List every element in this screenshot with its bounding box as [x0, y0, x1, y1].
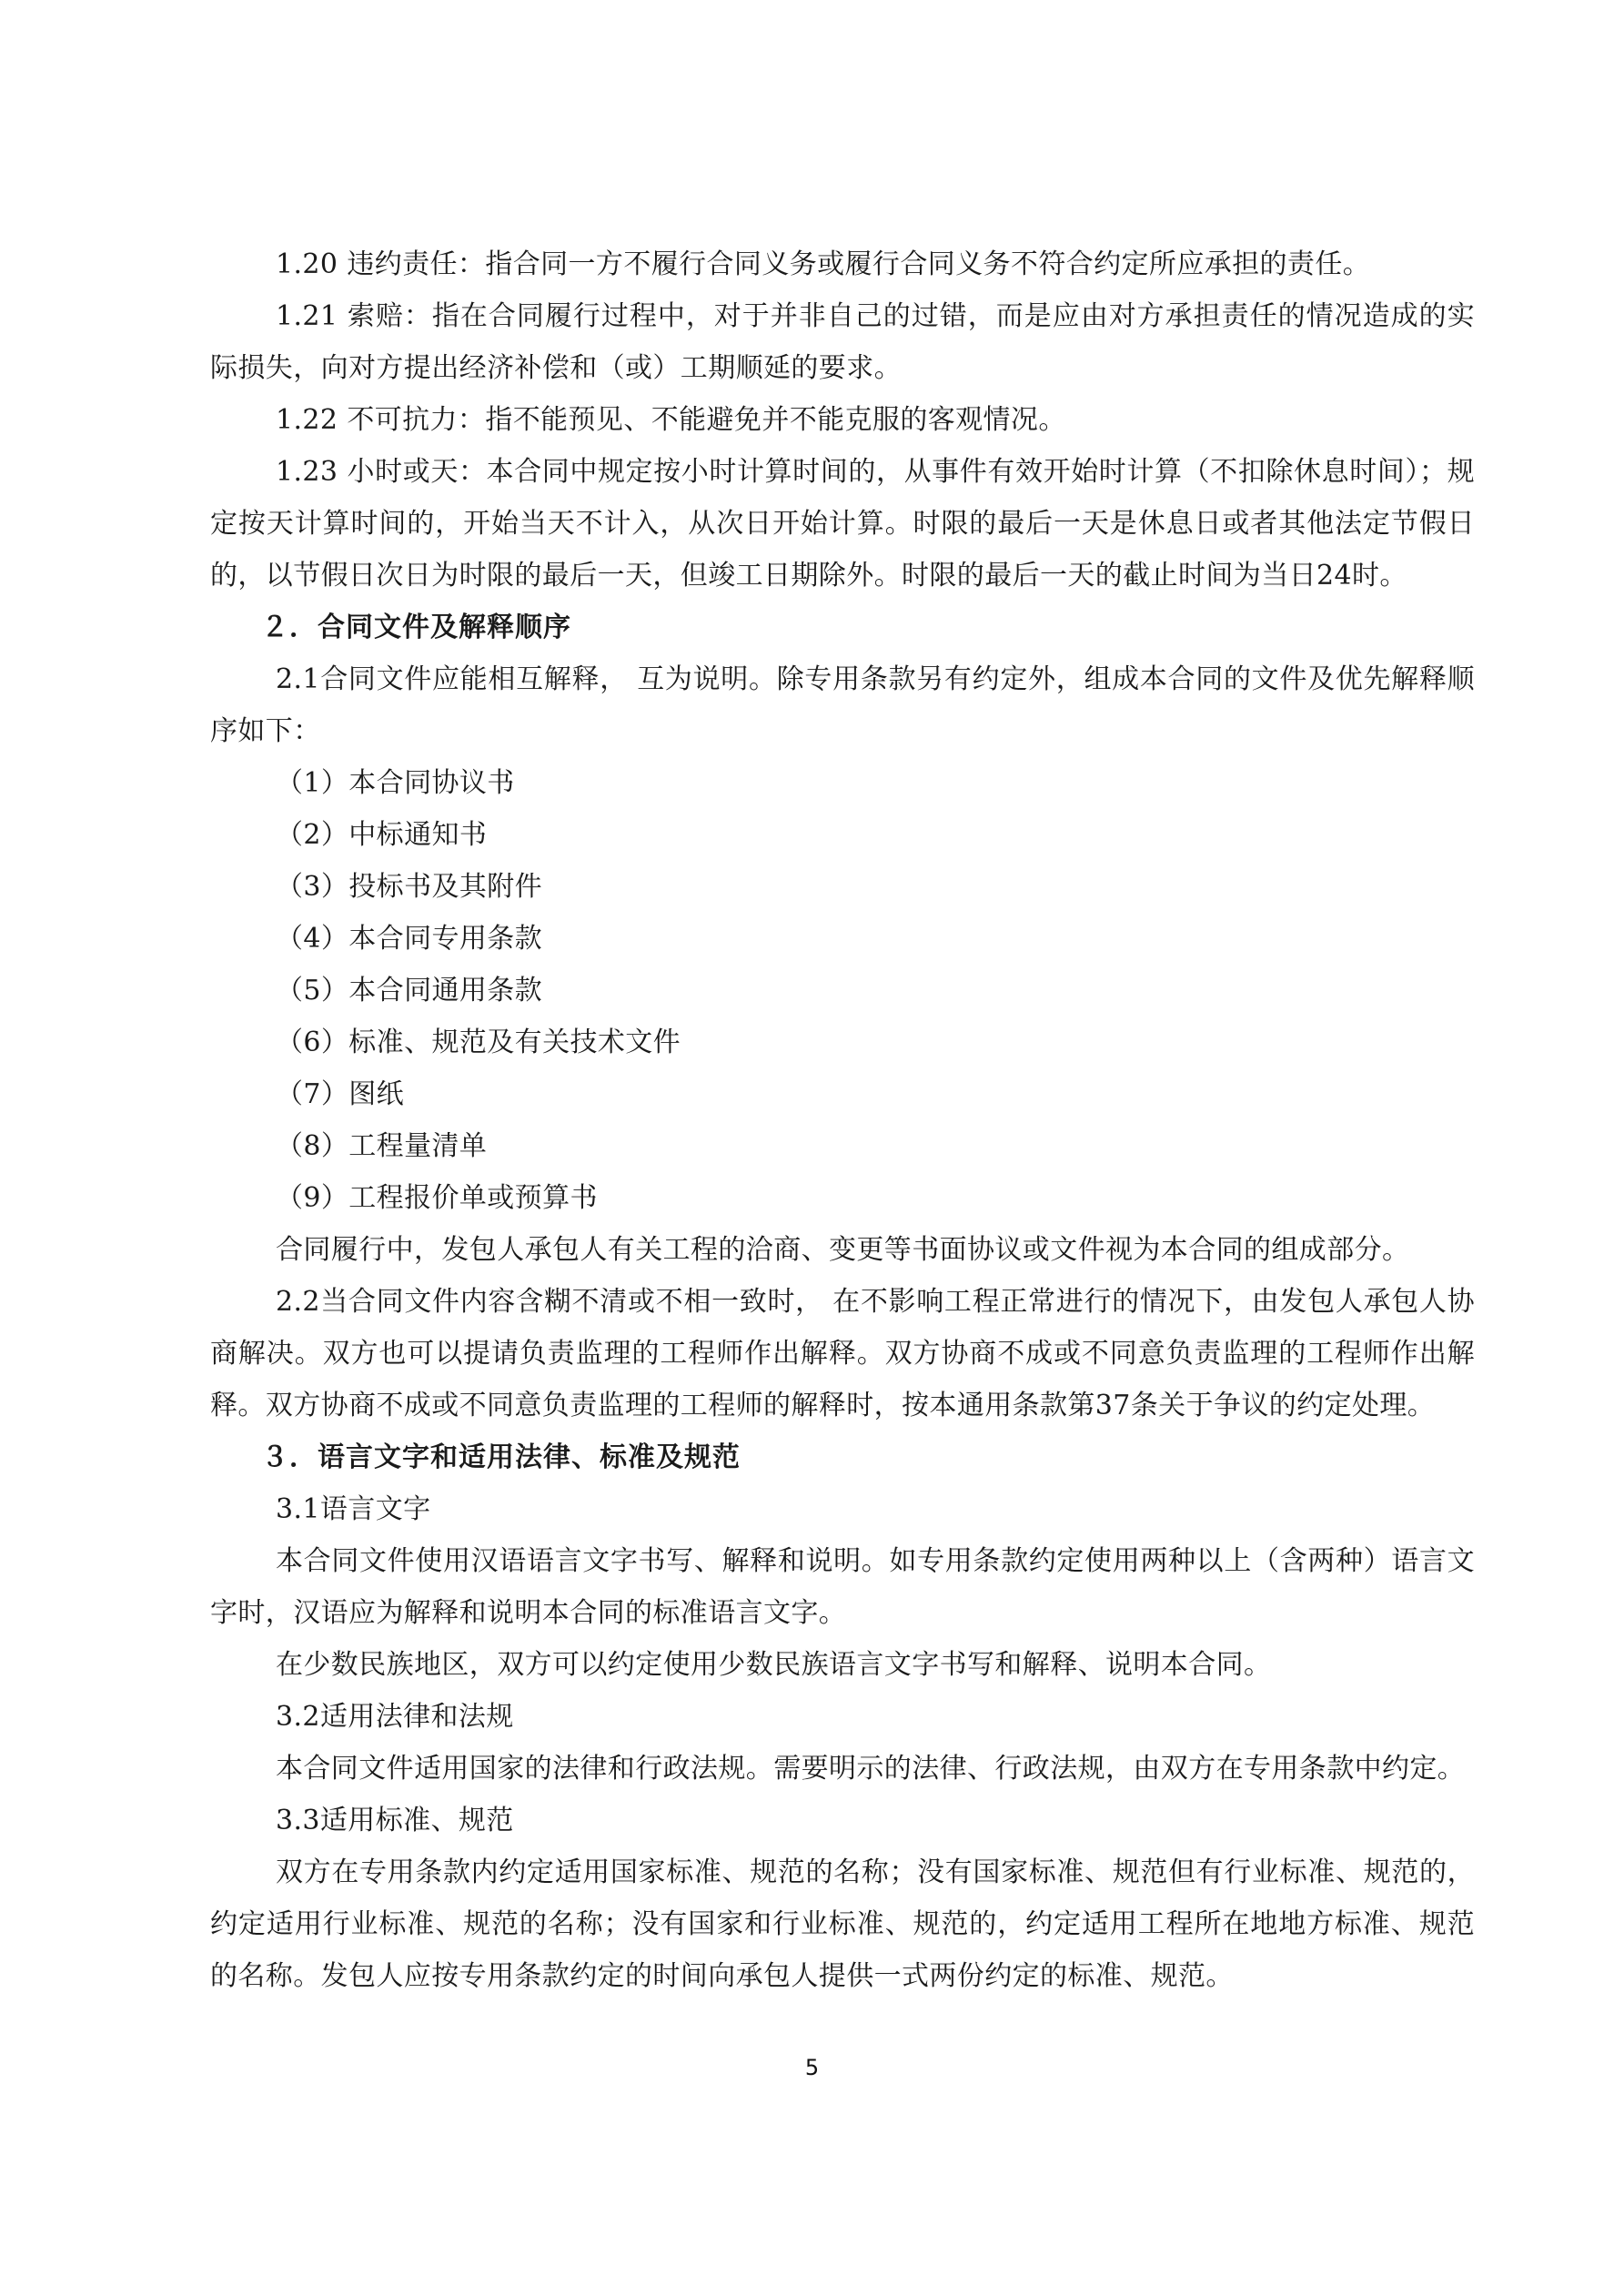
paragraph-1-22: 1.22 不可抗力：指不能预见、不能避免并不能克服的客观情况。 — [276, 404, 1066, 436]
page-number: 5 — [804, 2055, 820, 2080]
list-item: （8）工程量清单 — [276, 1130, 488, 1162]
paragraph-language: 本合同文件使用汉语语言文字书写、解释和说明。如专用条款约定使用两种以上（含两种）语言文字时，汉语应为解释和说明本合同的标准语言文字。 — [210, 1545, 1475, 1629]
section-heading-3: ３．语言文字和适用法律、标准及规范 — [261, 1441, 741, 1473]
paragraph-1-21: 1.21 索赔：指在合同履行过程中，对于并非自己的过错，而是应由对方承担责任的情况造成的实际损失，向对方提出经济补偿和（或）工期顺延的要求。 — [210, 300, 1475, 384]
subheading-3-2: 3.2适用法律和法规 — [276, 1701, 514, 1733]
list-item: （3）投标书及其附件 — [276, 871, 543, 903]
paragraph-minority-language: 在少数民族地区，双方可以约定使用少数民族语言文字书写和解释、说明本合同。 — [276, 1649, 1272, 1681]
paragraph-laws: 本合同文件适用国家的法律和行政法规。需要明示的法律、行政法规，由双方在专用条款中约定。 — [276, 1753, 1466, 1785]
paragraph-1-20: 1.20 违约责任：指合同一方不履行合同义务或履行合同义务不符合约定所应承担的责任。 — [276, 248, 1371, 280]
paragraph-contract-changes: 合同履行中，发包人承包人有关工程的洽商、变更等书面协议或文件视为本合同的组成部分。 — [276, 1234, 1410, 1266]
list-item: （7）图纸 — [276, 1078, 405, 1110]
list-item: （9）工程报价单或预算书 — [276, 1182, 598, 1214]
list-item: （4）本合同专用条款 — [276, 923, 543, 955]
list-item: （6）标准、规范及有关技术文件 — [276, 1027, 681, 1058]
document-body — [210, 238, 1475, 2002]
paragraph-standards: 双方在专用条款内约定适用国家标准、规范的名称；没有国家标准、规范但有行业标准、规范的，约定适用行业标准、规范的名称；没有国家和行业标准、规范的，约定适用工程所在地地方标准、规范的名称。发包人应按专用条款约定的时间向承包人提供一式两份约定的标准、规范。 — [210, 1856, 1475, 1992]
list-item: （5）本合同通用条款 — [276, 975, 543, 1006]
paragraph-2-1: 2.1合同文件应能相互解释， 互为说明。除专用条款另有约定外，组成本合同的文件及优先解释顺序如下： — [210, 663, 1475, 747]
paragraph-1-23: 1.23 小时或天：本合同中规定按小时计算时间的，从事件有效开始时计算（不扣除休息时间）；规定按天计算时间的，开始当天不计入，从次日开始计算。时限的最后一天是休息日或者其他法定节假日的，以节假日次日为时限的最后一天，但竣工日期除外。时限的最后一天的截止时间为当日24时。 — [210, 456, 1475, 592]
subheading-3-1: 3.1语言文字 — [276, 1493, 431, 1525]
section-heading-2: ２．合同文件及解释顺序 — [261, 612, 571, 643]
list-item: （2）中标通知书 — [276, 819, 488, 851]
subheading-3-3: 3.3适用标准、规范 — [276, 1805, 514, 1836]
paragraph-2-2: 2.2当合同文件内容含糊不清或不相一致时， 在不影响工程正常进行的情况下，由发包人承包人协商解决。双方也可以提请负责监理的工程师作出解释。双方协商不成或不同意负责监理的工程师作出解释。双方协商不成或不同意负责监理的工程师的解释时，按本通用条款第37条关于争议的约定处理。 — [210, 1286, 1475, 1421]
list-item: （1）本合同协议书 — [276, 767, 515, 799]
